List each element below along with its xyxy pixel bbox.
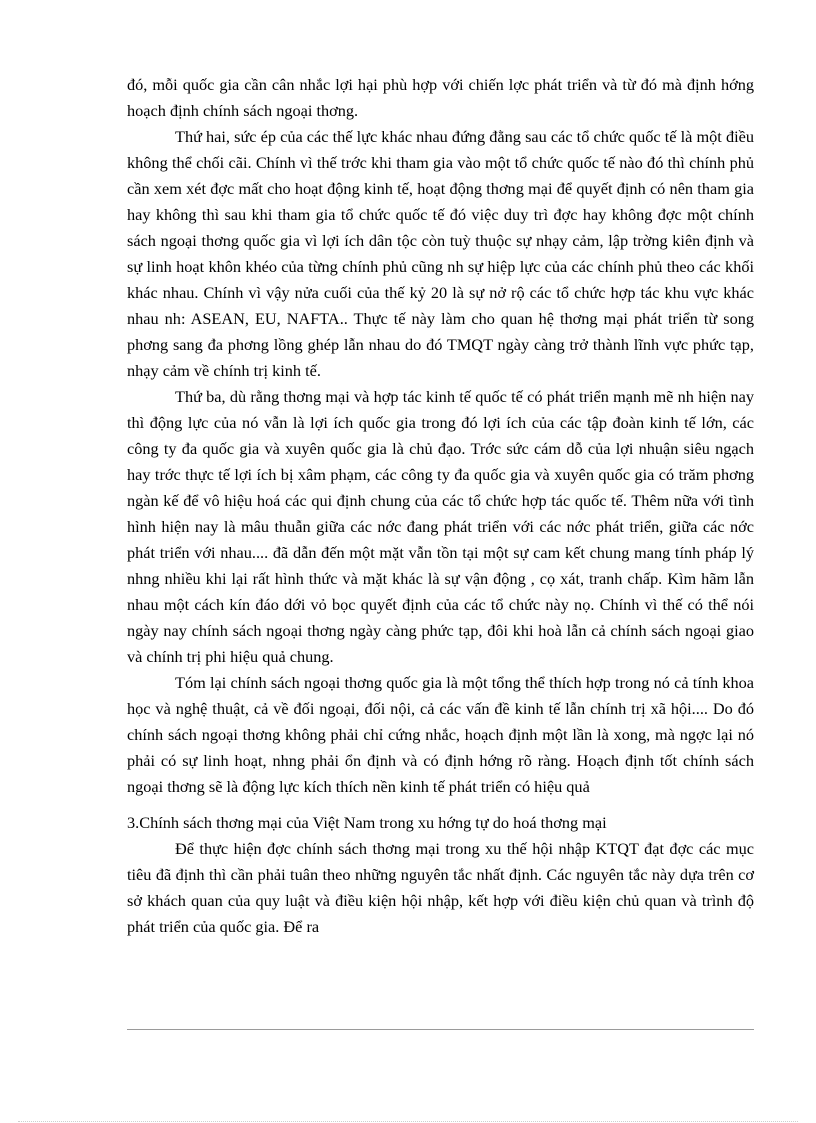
document-page [127,70,754,940]
paragraph-second-point: Thứ hai, sức ép của các thế lực khác nhau đứng đằng sau các tổ chức quốc tế là một điều không thể chối cãi. Chính vì thế trớc khi tham gia vào một tổ chức quốc tế nào đó thì chính phủ cần xem xét đợc mất cho hoạt động kinh tế, hoạt động thơng mại để quyết định có nên tham gia hay không thì sau khi tham gia tổ chức quốc tế đó việc duy trì đợc hay không đợc một chính sách ngoại thơng quốc gia vì lợi ích dân tộc còn tuỳ thuộc sự nhạy cảm, lập trờng kiên định và sự linh hoạt khôn khéo của từng chính phủ cũng nh sự hiệp lực của các chính phủ theo các khối khác nhau. Chính vì vậy nửa cuối của thế kỷ 20 là sự nở rộ các tổ chức hợp tác khu vực khác nhau nh: ASEAN, EU, NAFTA.. Thực tế này làm cho quan hệ thơng mại phát triển từ song phơng sang đa phơng lồng ghép lẫn nhau do đó TMQT ngày càng trở thành lĩnh vực phức tạp, nhạy cảm về chính trị kinh tế. [127,127,754,380]
paragraph-section-intro: Để thực hiện đợc chính sách thơng mại trong xu thế hội nhập KTQT đạt đợc các mục tiêu đã định thì cần phải tuân theo những nguyên tắc nhất định. Các nguyên tắc này dựa trên cơ sở khách quan của quy luật và điều kiện hội nhập, kết hợp với điều kiện chủ quan và trình độ phát triển của quốc gia. Để ra [127,839,754,936]
paragraph-summary: Tóm lại chính sách ngoại thơng quốc gia là một tổng thể thích hợp trong nó cả tính khoa học và nghệ thuật, cả về đối ngoại, đối nội, cả các vấn đề kinh tế lẫn chính trị xã hội.... Do đó chính sách ngoại thơng không phải chỉ cứng nhắc, hoạch định một lần là xong, mà ngợc lại nó phải có sự linh hoạt, nhng phải ổn định và có định hớng rõ ràng. Hoạch định tốt chính sách ngoại thơng sẽ là động lực kích thích nền kinh tế phát triển có hiệu quả [127,673,754,796]
paragraph-third-point: Thứ ba, dù rằng thơng mại và hợp tác kinh tế quốc tế có phát triển mạnh mẽ nh hiện nay thì động lực của nó vẫn là lợi ích quốc gia trong đó lợi ích của các tập đoàn kinh tế lớn, các công ty đa quốc gia và xuyên quốc gia là chủ đạo. Trớc sức cám dỗ của lợi nhuận siêu ngạch hay trớc thực tế lợi ích bị xâm phạm, các công ty đa quốc gia và xuyên quốc gia có trăm phơng ngàn kế để vô hiệu hoá các qui định chung của các tổ chức hợp tác quốc tế. Thêm nữa với tình hình hiện nay là mâu thuẫn giữa các nớc đang phát triển với các nớc phát triển, giữa các nớc phát triển với nhau.... đã dẫn đến một mặt vẫn tồn tại một sự cam kết chung mang tính pháp lý nhng nhiều khi lại rất hình thức và mặt khác là sự vận động , cọ xát, tranh chấp. Kìm hãm lẫn nhau một cách kín đáo dới vỏ bọc quyết định của các tổ chức này nọ. Chính vì thế có thể nói ngày nay chính sách ngoại thơng ngày càng phức tạp, đôi khi hoà lẫn cả chính sách ngoại giao và chính trị phi hiệu quả chung. [127,387,754,666]
section-heading: 3.Chính sách thơng mại của Việt Nam trong xu hớng tự do hoá thơng mại [127,813,607,832]
page-bottom-dotted-line [18,1121,798,1122]
footer-divider [127,1029,754,1030]
paragraph-continuation: đó, mỗi quốc gia cần cân nhắc lợi hại phù hợp với chiến lợc phát triển và từ đó mà định hớng hoạch định chính sách ngoại thơng. [127,75,754,120]
